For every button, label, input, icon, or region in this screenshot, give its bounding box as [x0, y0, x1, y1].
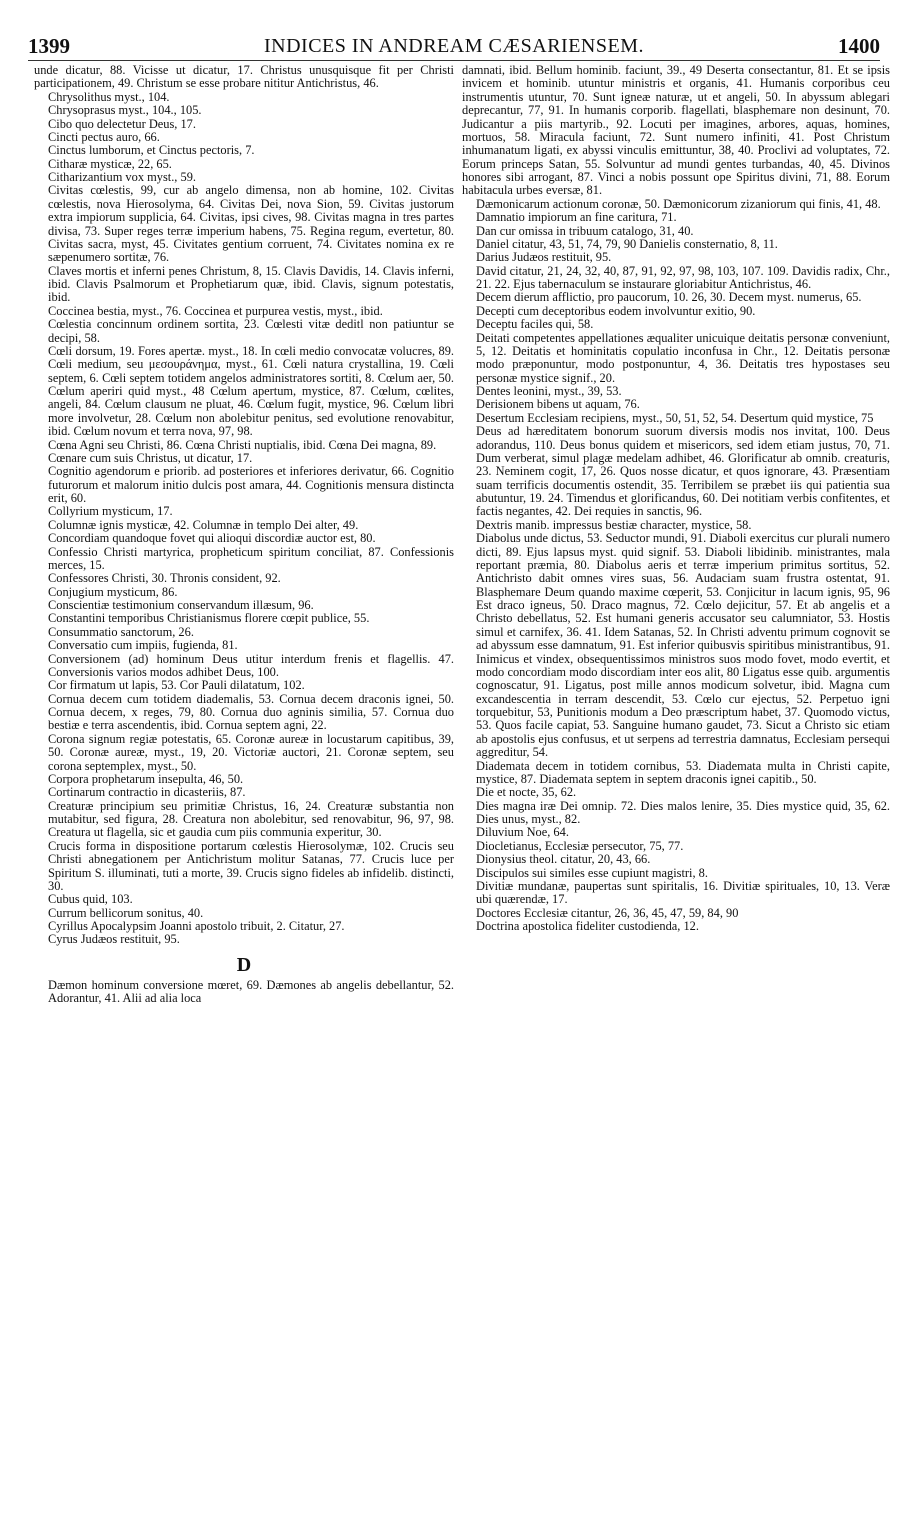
index-entry: Deus ad hæreditatem bonorum suorum diversis modis nos invitat, 100. Deus adorandus, 110. Deus bonus quidem et misericors, sed idem etiam justus, 70, 71. Dum verberat, simul plagæ medelam adhibet, 46. Glorificatur ab omnib. creaturis, 23. Neminem cogit, 17, 26. Quos nosse dicatur, et quos ignorare, 43. Præsentiam suam terrificis documentis ostendit, 35. Terribilem se præbet iis qui patientia sua abutuntur, 19. 24. Timendus et glorificandus, 60. Dei notitiam verbis confitentes, et factis negantes, 42. Dei requies in sanctis, 96. — [476, 424, 890, 519]
index-entry: Deceptu faciles qui, 58. — [476, 317, 594, 332]
index-entry: Cincti pectus auro, 66. — [48, 129, 160, 144]
index-entry: Citharizantium vox myst., 59. — [48, 170, 196, 184]
index-entry: Civitas cœlestis, 99, cur ab angelo dimensa, non ab homine, 102. Civitas cœlestis, nova Hierosolyma, 64. Civitas Dei, nova Sion, 59. Civitas justorum extra impiorum supplicia, 64. Civitas, ipsi cives, 98. Civitas magna in tres partes divisa, 73. Super reges terræ imperium habens, 75. Regina regum, evertetur, 80. Civitas sacra, myst, 45. Civitates gentium corruent, 74. Civitates nomina ex re sæpenumero sortitæ, 76. — [48, 183, 454, 265]
index-entry: Conversionem (ad) hominum Deus utitur interdum frenis et flagellis. 47. Conversionis varios modos adhibet Deus, 100. — [48, 651, 454, 679]
index-entry: Dextris manib. impressus bestiæ character, mystice, 58. — [476, 517, 752, 532]
index-entry: Cyrillus Apocalypsim Joanni apostolo tribuit, 2. Citatur, 27. — [48, 919, 345, 933]
running-title: INDICES IN ANDREAM CÆSARIENSEM. — [264, 35, 644, 57]
index-entry: Decepti cum deceptoribus eodem involvuntur exitio, 90. — [476, 303, 756, 318]
index-entry: Doctrina apostolica fideliter custodienda, 12. — [476, 919, 699, 933]
index-entry: Citharæ mysticæ, 22, 65. — [48, 156, 172, 171]
index-entry: Constantini temporibus Christianismus florere cœpit publice, 55. — [48, 611, 370, 626]
left-d-entry-list — [34, 979, 454, 1006]
index-entry: Dentes leonini, myst., 39, 53. — [476, 384, 622, 398]
index-entry: Dan cur omissa in tribuum catalogo, 31, 40. — [476, 223, 694, 238]
index-entry: unde dicatur, 88. Vicisse ut dicatur, 17. Christus unusquisque fit per Christi participationem, 49. Christum se esse probare nititur Antichristus, 46. — [34, 63, 454, 91]
index-entry: Cœli dorsum, 19. Fores apertæ. myst., 18. In cœli medio convocatæ volucres, 89. Cœli medium, seu μεσουράνημα, myst., 61. Cœli natura crystallina, 19. Cœli septem, 6. Cœli septem totidem angelos administratores sortiti, 8. Cœlum aer, 50. Cœlum aperiri quid myst., 48 Cœlum apertum, mystice, 87. Cœlum, cœlites, angeli, 84. Cœlum clausum ne pluat, 46. Cœlum fugit, mystice, 96. Cœlum libri more involvetur, 28. Cœlum non abolebitur penitus, sed evolutione renovabitur, ibid. Cœlum novum et terra nova, 97, 98. — [48, 343, 454, 439]
index-entry: David citatur, 21, 24, 32, 40, 87, 91, 92, 97, 98, 103, 107. 109. Davidis radix, Chr., 21. 22. Ejus tabernaculum se instaurare gloriabitur Antichristus, 46. — [476, 263, 890, 291]
index-entry: Decem dierum afflictio, pro paucorum, 10. 26, 30. Decem myst. numerus, 65. — [476, 290, 862, 305]
index-entry: Cœna Agni seu Christi, 86. Cœna Christi nuptialis, ibid. Cœna Dei magna, 89. — [48, 437, 437, 452]
index-entry: Desertum Ecclesiam recipiens, myst., 50, 51, 52, 54. Desertum quid mystice, 75 — [476, 410, 874, 425]
index-entry: Chrysolithus myst., 104. — [48, 89, 170, 104]
index-entry: Diademata decem in totidem cornibus, 53. Diademata multa in Christi capite, mystice, 87. Diademata septem in septem draconis ignei capitib., 50. — [476, 758, 890, 786]
page-header — [28, 34, 880, 61]
index-entry: Discipulos sui similes esse cupiunt magistri, 8. — [476, 865, 708, 880]
index-entry: Conversatio cum impiis, fugienda, 81. — [48, 638, 238, 653]
index-entry: Diabolus unde dictus, 53. Seductor mundi, 91. Diaboli exercitus cur plurali numero dicti, 89. Ejus lapsus myst. quid signif. 53. Diaboli libidinib. ministrantes, mala reportant præmia, 80. Diabolus aeris et terræ imperium primitus sortitus, 52. Antichristo dabit omnes vires suas, 56. Audaciam suam frustra ostentat, 91. Blasphemare Deum quando maxime cœperit, 53. Conjicitur in lacum ignis, 95, 96 Est draco igneus, 50. Draco magnus, 72. Cœlo dejicitur, 57. Et ab angelis et a Christo debellatus, 52. Est humani generis accusator seu calumniator, 53. Hostis simul et carnifex, 36. 41. Idem Satanas, 52. In Christi adventu primum cognovit se ad abyssum esse damnatum, 91. Est inferior quibusvis spiritibus ministrantibus, 91. Inimicus et vindex, obsequentissimos ministros suos modo fovet, modo evertit, et modo concordiam modo discordiam inter eos alit, 80 Ligatus esse quib. argumentis cognoscatur, 91. Ligatus, post mille annos modicum solvetur, ibid. Magna cum excandescentia in terram descendit, 53. Cœlo cur ejectus, 52. Perpetuo igni torquebitur, 53, Punitionis modum a Deo præscriptum habet, 37. Quomodo victus, 53. Quos facile capiat, 53. Sanguine humano gaudet, 73. Sicut a Christo sic etiam ab apostolis ejus confusus, et ut serpens ad terrestria damnatus, Ecclesiam persequi aggreditur, 54. — [476, 531, 890, 760]
index-entry: Cyrus Judæos restituit, 95. — [48, 932, 180, 947]
index-entry: Cornua decem cum totidem diademalis, 53. Cornua decem draconis ignei, 50. Cornua decem, x reges, 79, 80. Cornua duo agninis similia, 57. Cornua duo bestiæ e terra ascendentis, ibid. Cornua septem agni, 22. — [48, 691, 454, 733]
index-entry: Cœnare cum suis Christus, ut dicatur, 17. — [48, 450, 253, 465]
index-entry: Derisionem bibens ut aquam, 76. — [476, 397, 640, 412]
index-entry: Dionysius theol. citatur, 20, 43, 66. — [476, 852, 651, 867]
index-entry: Crucis forma in dispositione portarum cœlestis Hierosolymæ, 102. Crucis seu Christi abnegationem per Antichristum molitur Satanas, 77. Crucis luce per Spiritum S. illuminati, tuti a morte, 39. Crucis signo fideles ab infidelib. distincti, 30. — [48, 838, 454, 893]
index-entry: damnati, ibid. Bellum hominib. faciunt, 39., 49 Deserta consectantur, 81. Et se ipsis invicem et hominib. utuntur ministris et organis, 41. Humanis corporibus ceu instrumentis utuntur, 70. Sunt igneæ naturæ, ut et angeli, 50. In abyssum ablegari deprecantur, 77, 91. In humanis corporib. flagellati, blasphemare non desinunt, 70. Judicantur a piis martyrib., 92. Locuti per imagines, arbores, aquas, homines, mortuos, 58. Miracula faciunt, 72. Sunt numero infiniti, 41. Post Christum inhumanatum ligati, ex abyssi vinculis emittuntur, 38, 40. Proclivi ad voluptates, 72. Eorum princeps Satan, 55. Solvuntur ad mundi gentes turbandas, 40, 45. Divinos honores sibi arrogant, 87. Vinci a nobis possunt ope Spiritus divini, 71, 88. Eorum habitacula urbes eversæ, 81. — [462, 63, 890, 198]
left-column — [34, 64, 454, 1006]
page-number-right: 1400 — [838, 34, 880, 58]
index-entry: Dies magna iræ Dei omnip. 72. Dies malos lenire, 35. Dies mystice quid, 35, 62. Dies unus, myst., 82. — [476, 798, 890, 826]
index-entry: Consummatio sanctorum, 26. — [48, 624, 194, 639]
index-entry: Coccinea bestia, myst., 76. Coccinea et purpurea vestis, myst., ibid. — [48, 303, 383, 318]
index-entry: Cubus quid, 103. — [48, 892, 133, 907]
index-entry: Dæmonicarum actionum coronæ, 50. Dæmonicorum zizaniorum qui finis, 41, 48. — [476, 196, 881, 211]
index-entry: Cognitio agendorum e priorib. ad posteriores et inferiores derivatur, 66. Cognitio futurorum et malorum initio dulcis post amara, 44. Cognitionis mensura distincta erit, 60. — [48, 464, 454, 505]
index-entry: Die et nocte, 35, 62. — [476, 785, 577, 800]
index-entry: Doctores Ecclesiæ citantur, 26, 36, 45, 47, 59, 84, 90 — [476, 905, 739, 920]
index-entry: Claves mortis et inferni penes Christum, 8, 15. Clavis Davidis, 14. Clavis inferni, ibid. Clavis Psalmorum et Prophetiarum quæ, ibid. Clavis, signum potestatis, ibid. — [48, 263, 454, 305]
index-entry: Collyrium mysticum, 17. — [48, 504, 173, 519]
index-entry: Creaturæ principium seu primitiæ Christus, 16, 24. Creaturæ substantia non mutabitur, sed figura, 28. Creatura non abolebitur, sed renovabitur, 96, 97, 98. Creatura ut flagella, sic et gaudia cum piis communia experitur, 30. — [48, 798, 454, 840]
right-entry-list — [462, 64, 890, 933]
index-entry: Dæmon hominum conversione mœret, 69. Dæmones ab angelis debellantur, 52. Adorantur, 41. Alii ad alia loca — [48, 977, 454, 1006]
right-column — [462, 64, 890, 933]
index-entry: Columnæ ignis mysticæ, 42. Columnæ in templo Dei alter, 49. — [48, 517, 359, 532]
index-entry: Deitati competentes appellationes æqualiter unicuique deitatis personæ conveniunt, 5, 12. Deitatis et hominitatis copulatio inconfusa in Chr., 12. Deitatis personæ modo præponuntur, modo postponuntur, 4, 36. Deitatis tres hypostases seu personæ mystice signif., 20. — [476, 330, 890, 385]
index-entry: Currum bellicorum sonitus, 40. — [48, 905, 204, 920]
index-entry: Cor firmatum ut lapis, 53. Cor Pauli dilatatum, 102. — [48, 678, 305, 693]
index-entry: Confessores Christi, 30. Thronis consident, 92. — [48, 571, 281, 586]
index-entry: Cortinarum contractio in dicasteriis, 87. — [48, 785, 246, 800]
section-letter-d: D — [236, 953, 252, 976]
index-entry: Concordiam quandoque fovet qui alioqui discordiæ auctor est, 80. — [48, 531, 376, 546]
index-entry: Corpora prophetarum insepulta, 46, 50. — [48, 771, 244, 786]
index-entry: Conscientiæ testimonium conservandum illæsum, 96. — [48, 598, 314, 612]
index-entry: Cinctus lumborum, et Cinctus pectoris, 7. — [48, 143, 255, 158]
index-entry: Damnatio impiorum an fine caritura, 71. — [476, 210, 677, 225]
index-entry: Daniel citatur, 43, 51, 74, 79, 90 Danielis consternatio, 8, 11. — [476, 236, 778, 251]
index-entry: Cœlestia concinnum ordinem sortita, 23. Cœlesti vitæ deditl non patiuntur se decipi, 58. — [48, 317, 454, 345]
index-entry: Corona signum regiæ potestatis, 65. Coronæ aureæ in locustarum capitibus, 39, 50. Coronæ aureæ, myst., 19, 20. Victoriæ auctori, 21. Coronæ septem, seu corona septemplex, myst., 50. — [48, 731, 454, 773]
index-entry: Chrysoprasus myst., 104., 105. — [48, 103, 202, 118]
index-entry: Diluvium Noe, 64. — [476, 825, 569, 840]
index-entry: Diocletianus, Ecclesiæ persecutor, 75, 77. — [476, 838, 684, 853]
index-entry: Darius Judæos restituit, 95. — [476, 250, 612, 265]
page-number-left: 1399 — [28, 34, 70, 58]
index-entry: Cibo quo delectetur Deus, 17. — [48, 116, 196, 131]
left-entry-list — [34, 64, 454, 947]
index-entry: Conjugium mysticum, 86. — [48, 584, 178, 599]
index-entry: Confessio Christi martyrica, propheticum spiritum conciliat, 87. Confessionis merces, 15. — [48, 544, 454, 572]
index-entry: Divitiæ mundanæ, paupertas sunt spiritalis, 16. Divitiæ spirituales, 10, 13. Veræ ubi quærendæ, 17. — [476, 878, 890, 907]
